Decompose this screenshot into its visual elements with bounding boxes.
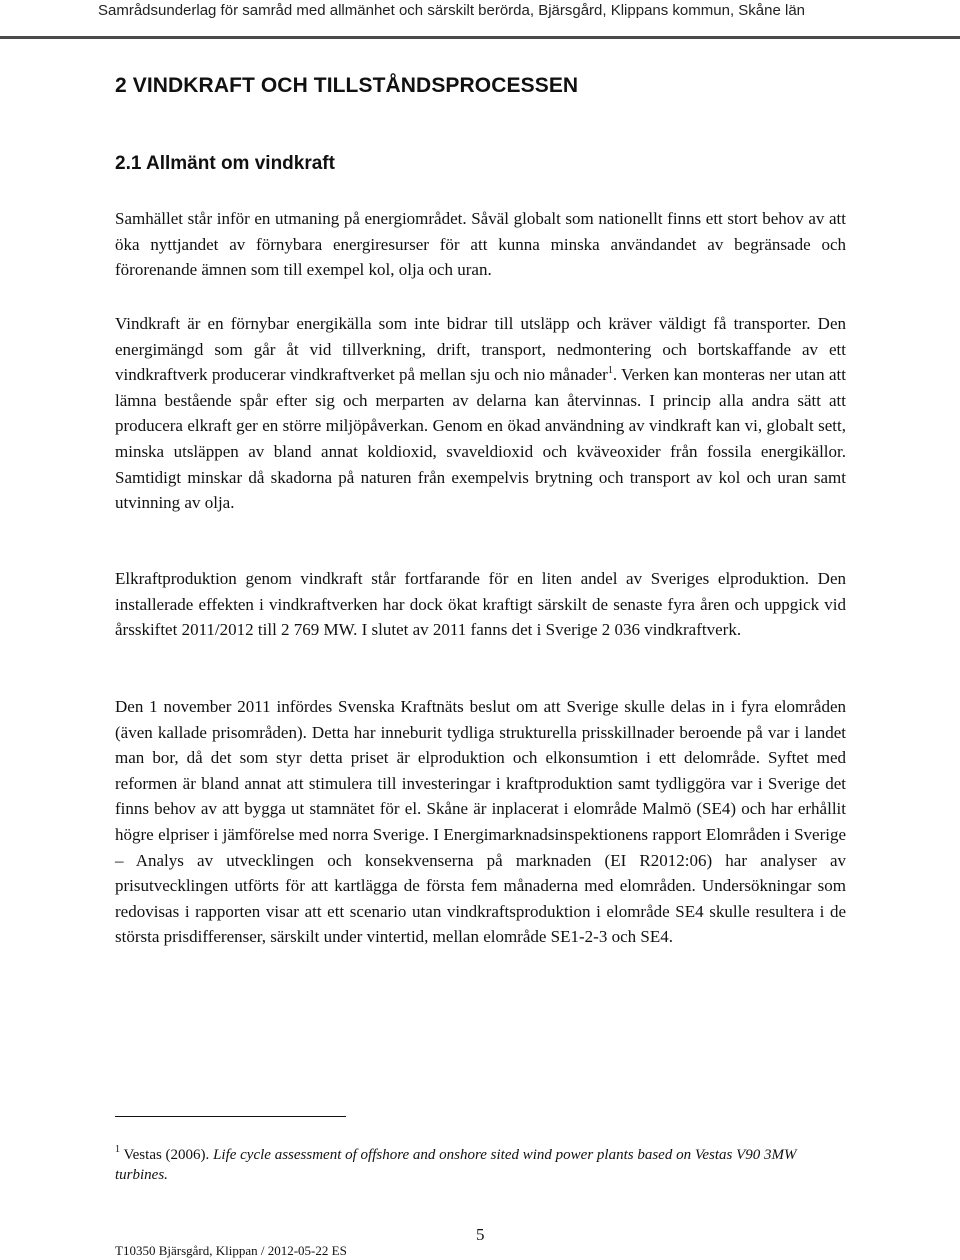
paragraph-4: Den 1 november 2011 infördes Svenska Kraftnäts beslut om att Sverige skulle delas in i fyra elområden (även kallade prisområden). Detta har inneburit tydliga strukturella prisskillnader beroende på var i landet man bor, då det som styr detta priset är elproduktion och elkonsumtion i ett delområde. Syftet med reformen är bland annat att stimulera till investeringar i kraftproduktion samt tydliggöra var i Sverige det finns behov av att bygga ut stamnätet för el. Skåne är inplacerat i elområde Malmö (SE4) och har erhållit högre elpriser i jämförelse med norra Sverige. I Energimarknadsinspektionens rapport Elområden i Sverige – Analys av utvecklingen och konsekvenserna på marknaden (EI R2012:06) har analyser av prisutvecklingen utförts för att kartlägga de första fem månaderna med elområden. Undersökningar som redovisas i rapporten visar att ett scenario utan vindkraftsproduktion i elområde SE4 skulle resultera i de största prisdifferenser, särskilt under vintertid, mellan elområde SE1-2-3 och SE4. (115, 697, 846, 947)
page-header (0, 0, 960, 39)
header-text: Samrådsunderlag för samråd med allmänhet och särskilt berörda, Bjärsgård, Klippans kommun, Skåne län (97, 2, 805, 19)
paragraph-2 (115, 311, 846, 516)
paragraph-2-text-a: Vindkraft är en förnybar energikälla som inte bidrar till utsläpp och kräver väldigt få transporter. Den energimängd som går åt vid tillverkning, drift, transport, nedmontering och bortskaffande av ett vindkraftverk producerar vindkraftverket på mellan sju och nio månader (115, 314, 846, 385)
footnote-title: Life cycle assessment of offshore and onshore sited wind power plants based on Vestas V90 3MW turbines. (115, 1147, 797, 1183)
paragraph-2-text-b: . Verken kan monteras ner utan att lämna bestående spår efter sig och merparten av delarna kan återvinnas. I princip alla andra sätt att producera elkraft ger en större miljöpåverkan. Genom en ökad användning av vindkraft kan vi, globalt sett, minska utsläppen av bland annat koldioxid, svaveldioxid och kväveoxider från fossila energikällor. Samtidigt minskar då skadorna på naturen från exempelvis brytning och transport av kol och uran samt utvinning av olja. (115, 365, 846, 513)
footnote-source: Vestas (2006). (123, 1147, 210, 1163)
footnote-number: 1 (115, 1144, 120, 1155)
paragraph-3: Elkraftproduktion genom vindkraft står fortfarande för en liten andel av Sveriges elproduktion. Den installerade effekten i vindkraftverken har dock ökat kraftigt särskilt de senaste fyra åren och uppgick vid årsskiftet 2011/2012 till 2 769 MW. I slutet av 2011 fanns det i Sverige 2 036 vindkraftverk. (115, 569, 846, 640)
page-number: 5 (476, 1225, 485, 1244)
footnote-divider (115, 1116, 346, 1117)
footnote (115, 1145, 846, 1185)
paragraph-1: Samhället står inför en utmaning på energiområdet. Såväl globalt som nationellt finns ett stort behov av att öka nyttjandet av förnybara energiresurser för att kunna minska användandet av begränsade och förorenande ämnen som till exempel kol, olja och uran. (115, 209, 846, 280)
footnote-reference[interactable]: 1 (607, 365, 613, 377)
section-heading: 2.1 Allmänt om vindkraft (115, 153, 335, 174)
page-footer: T10350 Bjärsgård, Klippan / 2012-05-22 ES (115, 1243, 347, 1258)
chapter-heading: 2 VINDKRAFT OCH TILLSTÅNDSPROCESSEN (115, 74, 579, 97)
